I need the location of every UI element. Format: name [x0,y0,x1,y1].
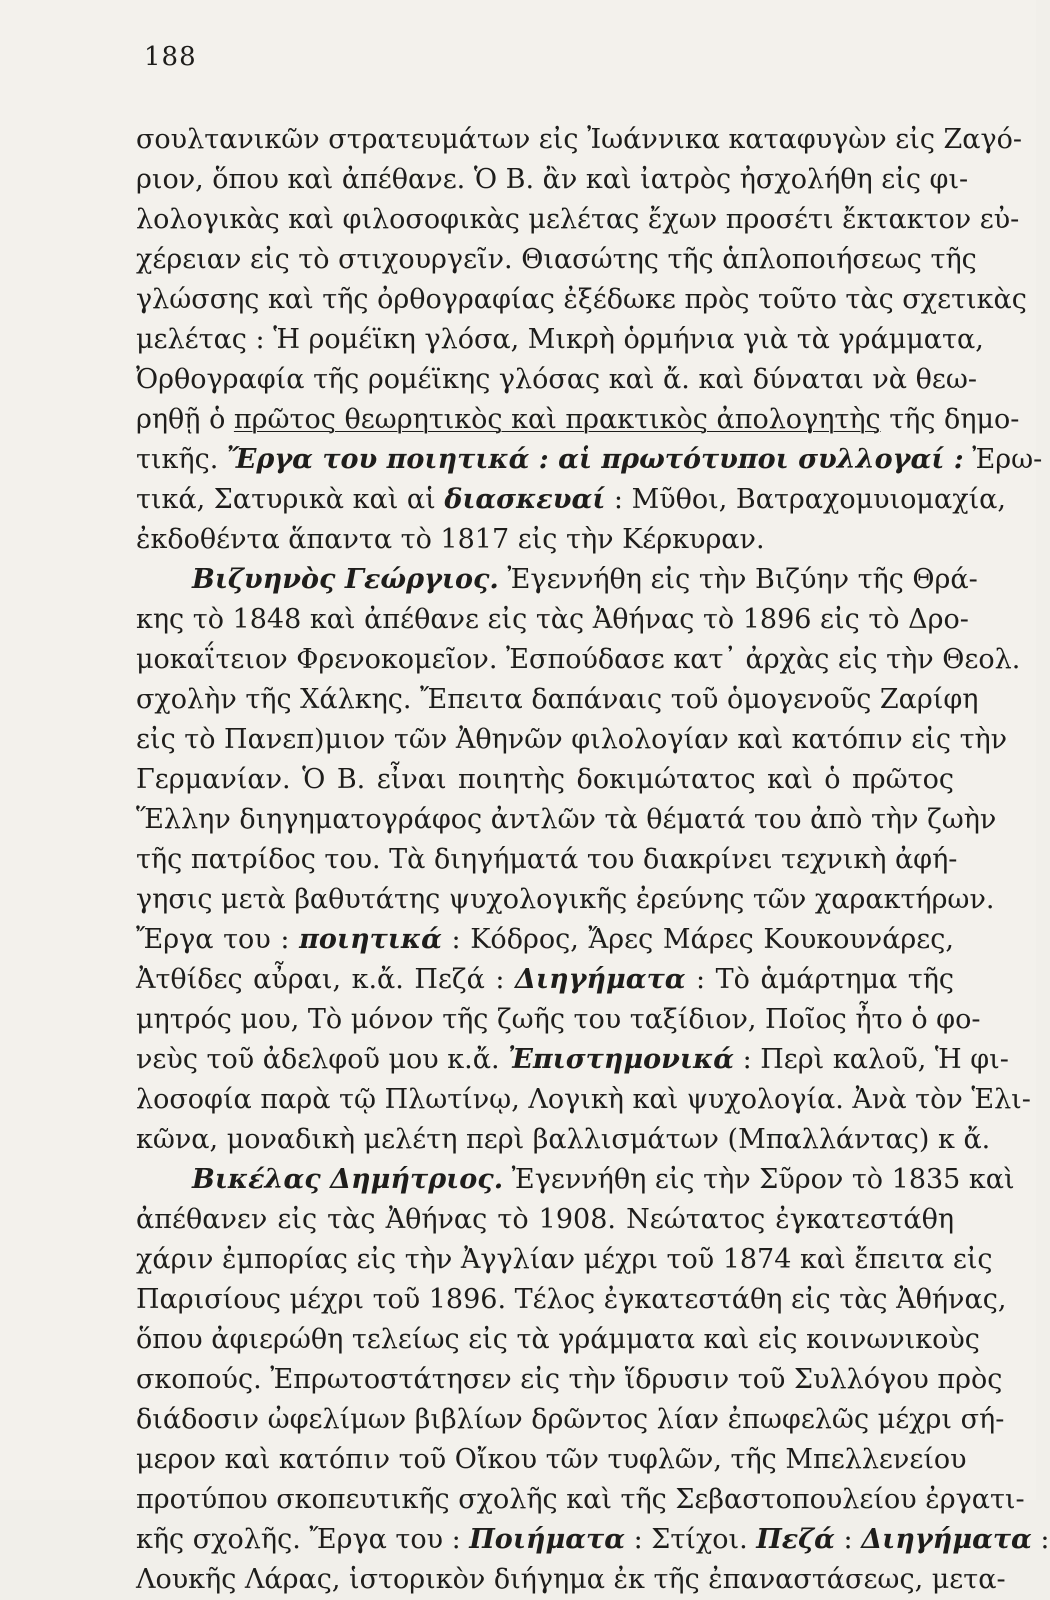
text-segment: : Περὶ καλοῦ, Ἡ φι- [734,1044,1009,1075]
bold-phrase: Πεζά [756,1524,835,1555]
body-text [136,120,1050,1600]
text-segment: εἰς τὸ Πανεπ)μιον τῶν Ἀθηνῶν φιλολογίαν καὶ κατόπιν εἰς τὴν [136,724,1008,755]
text-segment: ὅπου ἀφιερώθη τελείως εἰς τὰ γράμματα καὶ εἰς κοινωνικοὺς [136,1324,980,1355]
text-segment: χέρειαν εἰς τὸ στιχουργεῖν. Θιασώτης τῆς ἁπλοποιήσεως τῆς [136,244,977,275]
text-segment: : Τὸ ἁμάρτημα τῆς [685,964,954,995]
text-segment: Ἀτθίδες αὖραι, κ.ἄ. Πεζά : [136,964,515,995]
bold-phrase: Βικέλας Δημήτριος. [192,1164,504,1195]
text-line [136,1120,991,1160]
underlined-phrase: πρῶτος θεωρητικὸς καὶ πρακτικὸς ἀπολογητὴς [233,404,881,435]
text-segment: Ἔργα του : [136,924,300,955]
text-segment: : [1031,1524,1050,1555]
text-line [136,160,969,200]
text-segment: τικά, Σατυρικὰ καὶ αἱ [136,484,445,515]
text-segment: κης τὸ 1848 καὶ ἀπέθανε εἰς τὰς Ἀθήνας τὸ 1896 εἰς τὸ Δρο- [136,604,969,635]
bold-phrase: ποιητικά [299,924,442,955]
text-line [136,320,984,360]
text-segment: σχολὴν τῆς Χάλκης. Ἔπειτα δαπάναις τοῦ ὁμογενοῦς Ζαρίφη [136,684,979,715]
text-line [136,520,954,560]
text-line [136,200,1020,240]
text-line [136,920,954,960]
text-line [136,1000,981,1040]
text-segment: μητρός μου, Τὸ μόνον τῆς ζωῆς του ταξίδιον, Ποῖος ἦτο ὁ φο- [136,1004,981,1035]
text-segment: μοκαΐτειον Φρενοκομεῖον. Ἐσπούδασε κατ᾿ ἀρχὰς εἰς τὴν Θεολ. [136,644,1021,675]
text-segment: Ἐγεννήθη εἰς τὴν Σῦρον τὸ 1835 καὶ [503,1164,1015,1195]
text-segment: σκοπούς. Ἐπρωτοστάτησεν εἰς τὴν ἵδρυσιν τοῦ Συλλόγου πρὸς [136,1364,1003,1395]
text-line [136,1160,1015,1200]
text-segment: σουλτανικῶν στρατευμάτων εἰς Ἰωάννικα καταφυγὼν εἰς Ζαγό- [136,124,1023,155]
text-segment: : [834,1524,862,1555]
text-line [136,680,979,720]
text-segment: μελέτας : Ἡ ρομέϊκη γλόσα, Μικρὴ ὁρμήνια γιὰ τὰ γράμματα, [136,324,984,355]
text-line [136,280,1027,320]
text-segment: γησις μετὰ βαθυτάτης ψυχολογικῆς ἐρεύνης τῶν χαρακτήρων. [136,884,995,915]
text-line [136,1560,1006,1600]
text-segment: Γερμανίαν. Ὁ Β. εἶναι ποιητὴς δοκιμώτατος καὶ ὁ πρῶτος [136,764,954,795]
text-line [136,1280,1007,1320]
text-segment: τικῆς. [136,444,227,475]
text-segment: ριον, ὅπου καὶ ἀπέθανε. Ὁ Β. ἂν καὶ ἰατρὸς ἠσχολήθη εἰς φι- [136,164,969,195]
text-segment: μερον καὶ κατόπιν τοῦ Οἴκου τῶν τυφλῶν, τῆς Μπελλενείου [136,1444,967,1475]
text-line [136,720,1008,760]
text-segment: Παρισίους μέχρι τοῦ 1896. Τέλος ἐγκατεστάθη εἰς τὰς Ἀθήνας, [136,1284,1007,1315]
text-line [136,880,995,920]
text-line [136,840,958,880]
text-segment: γλώσσης καὶ τῆς ὀρθογραφίας ἐξέδωκε πρὸς τοῦτο τὰς σχετικὰς [136,284,1027,315]
text-segment: ἐκδοθέντα ἅπαντα τὸ 1817 εἰς τὴν Κέρκυραν. [136,524,765,555]
text-segment: διάδοσιν ὠφελίμων βιβλίων δρῶντος λίαν ἐπωφελῶς μέχρι σή- [136,1404,1005,1435]
text-segment: Ἐρω- [963,444,1043,475]
text-line [136,1400,1005,1440]
text-line [136,960,954,1000]
text-line [136,400,1020,440]
text-line [136,640,1021,680]
text-segment: ρηθῇ ὁ [136,404,234,435]
text-line [136,480,1006,520]
text-line [136,600,969,640]
text-segment: λοσοφία παρὰ τῷ Πλωτίνῳ, Λογικὴ καὶ ψυχολογία. Ἀνὰ τὸν Ἑλι- [136,1084,1031,1115]
text-segment: τῆς δημο- [880,404,1020,435]
text-segment: Λουκῆς Λάρας, ἱστορικὸν διήγημα ἐκ τῆς ἐπαναστάσεως, μετα- [136,1564,1006,1595]
text-line [136,1200,954,1240]
text-line [136,1080,1031,1120]
bold-phrase: Ἔργα του ποιητικά : αἱ πρωτότυποι συλλογαί : [226,444,964,475]
bold-phrase: διασκευαί [444,484,606,515]
page-number: 188 [144,42,197,72]
text-segment: ἀπέθανεν εἰς τὰς Ἀθήνας τὸ 1908. Νεώτατος ἐγκατεστάθη [136,1204,954,1235]
bold-phrase: Διηγήματα [514,964,686,995]
text-line [136,440,1043,480]
text-line [136,1320,980,1360]
text-segment: νεὺς τοῦ ἀδελφοῦ μου κ.ἄ. [136,1044,509,1075]
text-line [136,560,978,600]
text-line [136,1440,967,1480]
text-segment: προτύπου σκοπευτικῆς σχολῆς καὶ τῆς Σεβαστοπουλείου ἐργατι- [136,1484,1025,1515]
text-line [136,1480,1025,1520]
text-segment: τῆς πατρίδος του. Τὰ διηγήματά του διακρίνει τεχνικὴ ἀφή- [136,844,958,875]
text-line [136,1520,1050,1560]
text-line [136,120,1023,160]
text-line [136,1360,1003,1400]
bold-phrase: Βιζυηνὸς Γεώργιος. [192,564,499,595]
text-line [136,800,997,840]
text-segment: Ἕλλην διηγηματογράφος ἀντλῶν τὰ θέματά του ἀπὸ τὴν ζωὴν [136,804,997,835]
text-segment: : Στίχοι. [625,1524,757,1555]
text-segment: Ὀρθογραφία τῆς ρομέϊκης γλόσας καὶ ἄ. καὶ δύναται νὰ θεω- [136,364,977,395]
text-line [136,1240,993,1280]
text-segment: Ἐγεννήθη εἰς τὴν Βιζύην τῆς Θρά- [498,564,978,595]
text-segment: : Κόδρος, Ἄρες Μάρες Κουκουνάρες, [441,924,954,955]
bold-phrase: Διηγήματα [861,1524,1032,1555]
text-line [136,360,977,400]
text-line [136,760,954,800]
text-line [136,240,977,280]
text-segment: : Μῦθοι, Βατραχομυιομαχία, [605,484,1006,515]
text-segment: κῆς σχολῆς. Ἔργα του : [136,1524,470,1555]
bold-phrase: Ἐπιστημονικά [508,1044,734,1075]
text-line [136,1040,1009,1080]
text-segment: λολογικὰς καὶ φιλοσοφικὰς μελέτας ἔχων προσέτι ἔκτακτον εὐ- [136,204,1020,235]
text-segment: χάριν ἐμπορίας εἰς τὴν Ἀγγλίαν μέχρι τοῦ 1874 καὶ ἔπειτα εἰς [136,1244,993,1275]
bold-phrase: Ποιήματα [469,1524,625,1555]
text-segment: κῶνα, μοναδικὴ μελέτη περὶ βαλλισμάτων (Μπαλλάντας) κ ἄ. [136,1124,991,1155]
